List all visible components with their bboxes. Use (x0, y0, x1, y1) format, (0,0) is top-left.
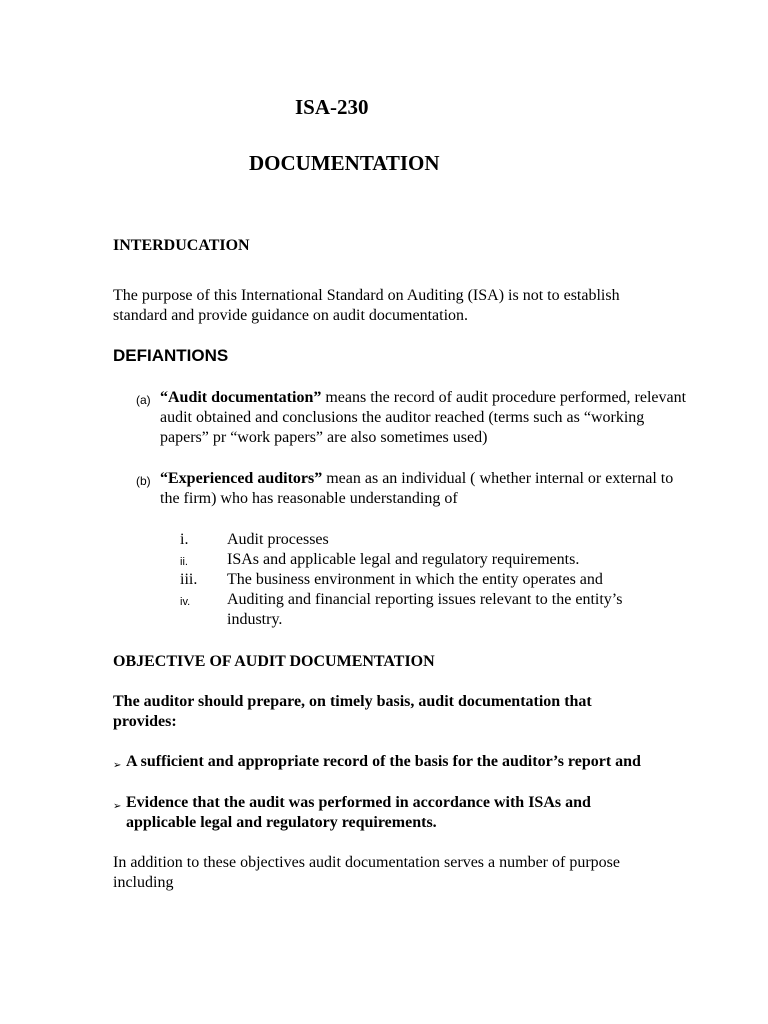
bullet-arrow-icon: ➢ (113, 801, 122, 812)
subitem-marker-ii: ii. (180, 556, 188, 568)
document-title: ISA-230 (295, 95, 369, 119)
objective-lead: The auditor should prepare, on timely basis, audit documentation that provides: (113, 693, 592, 730)
bullet-arrow-icon: ➢ (113, 760, 122, 771)
objective-heading: OBJECTIVE OF AUDIT DOCUMENTATION (113, 653, 435, 670)
document-subtitle: DOCUMENTATION (249, 151, 440, 175)
bullet-item-1: A sufficient and appropriate record of the basis for the auditor’s report and (126, 753, 641, 770)
introduction-heading: INTERDUCATION (113, 237, 250, 254)
definitions-heading: DEFIANTIONS (113, 346, 229, 365)
subitem-marker-iv: iv. (180, 596, 191, 608)
subitem-marker-iii: iii. (180, 571, 198, 588)
subitem-text-ii: ISAs and applicable legal and regulatory requirements. (227, 551, 580, 568)
subitem-text-i: Audit processes (227, 531, 329, 548)
closing-paragraph: In addition to these objectives audit documentation serves a number of purpose including (113, 854, 620, 891)
definition-term-b: “Experienced auditors” (160, 470, 323, 487)
subitem-marker-i: i. (180, 531, 189, 548)
subitem-text-iv: Auditing and financial reporting issues relevant to the entity’s industry. (227, 591, 623, 628)
introduction-paragraph: The purpose of this International Standard on Auditing (ISA) is not to establish standard and provide guidance on audit documentation. (113, 287, 620, 324)
definition-text-b: mean as an individual ( whether internal or external to the firm) who has reasonable understanding of (160, 470, 674, 507)
definition-term-a: “Audit documentation” (160, 389, 322, 406)
bullet-item-2: Evidence that the audit was performed in accordance with ISAs and applicable legal and regulatory requirements. (126, 794, 591, 831)
definition-marker-b: (b) (136, 474, 151, 488)
definition-marker-a: (a) (136, 393, 151, 407)
definition-item-a (160, 388, 690, 448)
subitem-text-iii: The business environment in which the entity operates and (227, 571, 603, 588)
definition-item-b (160, 469, 690, 509)
definition-text-a: means the record of audit procedure performed, relevant audit obtained and conclusions the auditor reached (terms such as “working papers” pr “work papers” are also sometimes used) (160, 389, 687, 446)
